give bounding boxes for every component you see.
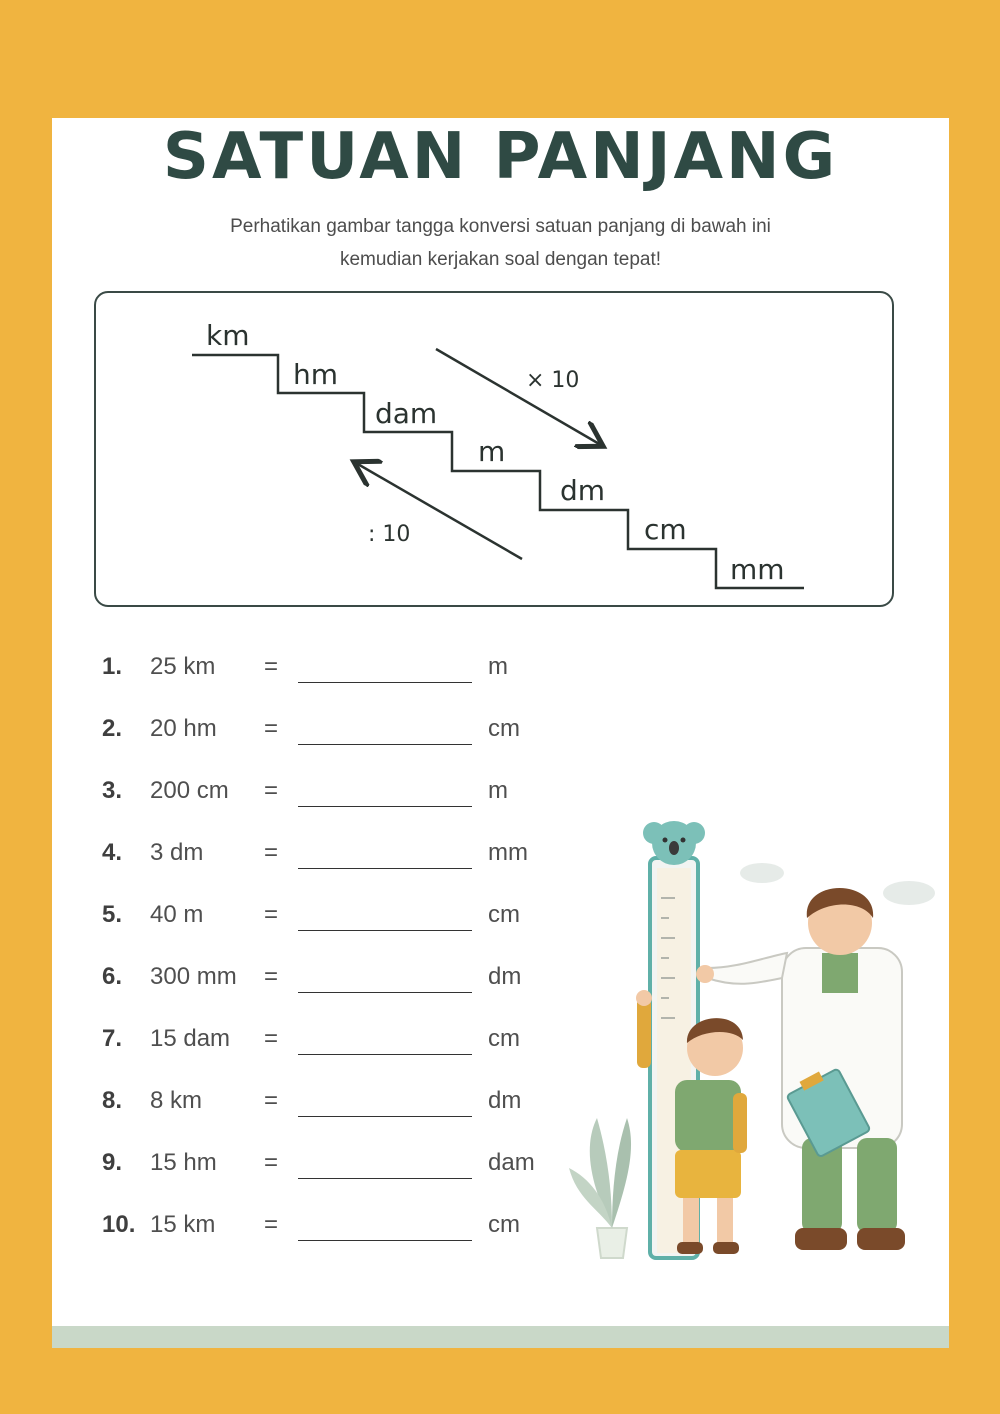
question-row [102, 1144, 572, 1184]
answer-unit: m [488, 777, 508, 804]
answer-unit: cm [488, 715, 520, 742]
equals-sign: = [264, 715, 279, 742]
question-number: 5. [102, 901, 123, 928]
question-row [102, 1206, 572, 1246]
answer-unit: dm [488, 1087, 522, 1114]
question-number: 7. [102, 1025, 123, 1052]
potted-plant-illustration [569, 1118, 631, 1258]
page-title: SATUAN PANJANG [162, 120, 839, 194]
equals-sign: = [264, 901, 279, 928]
equals-sign: = [264, 839, 279, 866]
equals-sign: = [264, 653, 279, 680]
question-number: 9. [102, 1149, 123, 1176]
question-row [102, 896, 572, 936]
divide-label: : 10 [368, 522, 411, 547]
question-value: 300 mm [150, 963, 237, 990]
instruction-line-1: Perhatikan gambar tangga konversi satuan panjang di bawah ini [230, 216, 771, 237]
question-row [102, 772, 572, 812]
conversion-staircase-box [94, 291, 894, 607]
answer-unit: dm [488, 963, 522, 990]
question-value: 8 km [150, 1087, 203, 1114]
answer-blank[interactable] [298, 868, 472, 869]
staircase-line [192, 355, 804, 588]
equals-sign: = [264, 1149, 279, 1176]
question-row [102, 648, 572, 688]
answer-unit: dam [488, 1149, 535, 1176]
stair-dam: dam [375, 397, 438, 430]
question-number: 1. [102, 653, 123, 680]
answer-blank[interactable] [298, 1178, 472, 1179]
stair-dm: dm [560, 474, 606, 507]
equals-sign: = [264, 777, 279, 804]
question-number: 3. [102, 777, 123, 804]
answer-unit: cm [488, 901, 520, 928]
question-row [102, 1082, 572, 1122]
answer-blank[interactable] [298, 1240, 472, 1241]
answer-unit: cm [488, 1025, 520, 1052]
question-number: 10. [102, 1211, 136, 1238]
answer-blank[interactable] [298, 682, 472, 683]
conversion-staircase [96, 293, 896, 609]
multiply-label: × 10 [526, 368, 580, 393]
answer-blank[interactable] [298, 930, 472, 931]
footer-band [52, 1326, 949, 1348]
question-value: 25 km [150, 653, 216, 680]
stair-m: m [478, 435, 506, 468]
instruction-text [122, 210, 879, 276]
question-value: 15 dam [150, 1025, 231, 1052]
question-value: 15 hm [150, 1149, 217, 1176]
question-number: 4. [102, 839, 123, 866]
answer-blank[interactable] [298, 744, 472, 745]
equals-sign: = [264, 1025, 279, 1052]
equals-sign: = [264, 963, 279, 990]
multiply-arrow [436, 349, 601, 445]
stair-km: km [206, 319, 250, 352]
stair-hm: hm [293, 358, 339, 391]
answer-unit: m [488, 653, 508, 680]
instruction-line-2: kemudian kerjakan soal dengan tepat! [339, 249, 662, 270]
question-row [102, 1020, 572, 1060]
question-value: 40 m [150, 901, 204, 928]
stair-cm: cm [644, 513, 687, 546]
question-value: 3 dm [150, 839, 204, 866]
answer-unit: cm [488, 1211, 520, 1238]
answer-blank[interactable] [298, 1116, 472, 1117]
answer-blank[interactable] [298, 1054, 472, 1055]
cloud-icon [883, 881, 935, 905]
equals-sign: = [264, 1087, 279, 1114]
stair-mm: mm [730, 553, 785, 586]
equals-sign: = [264, 1211, 279, 1238]
worksheet-page [52, 118, 949, 1348]
question-row [102, 958, 572, 998]
question-value: 20 hm [150, 715, 217, 742]
question-row [102, 834, 572, 874]
cloud-icon [740, 863, 784, 883]
height-measuring-illustration [557, 818, 949, 1268]
answer-blank[interactable] [298, 806, 472, 807]
answer-blank[interactable] [298, 992, 472, 993]
question-number: 6. [102, 963, 123, 990]
question-number: 8. [102, 1087, 123, 1114]
answer-unit: mm [488, 839, 528, 866]
question-value: 200 cm [150, 777, 229, 804]
question-row [102, 710, 572, 750]
question-value: 15 km [150, 1211, 216, 1238]
question-number: 2. [102, 715, 123, 742]
